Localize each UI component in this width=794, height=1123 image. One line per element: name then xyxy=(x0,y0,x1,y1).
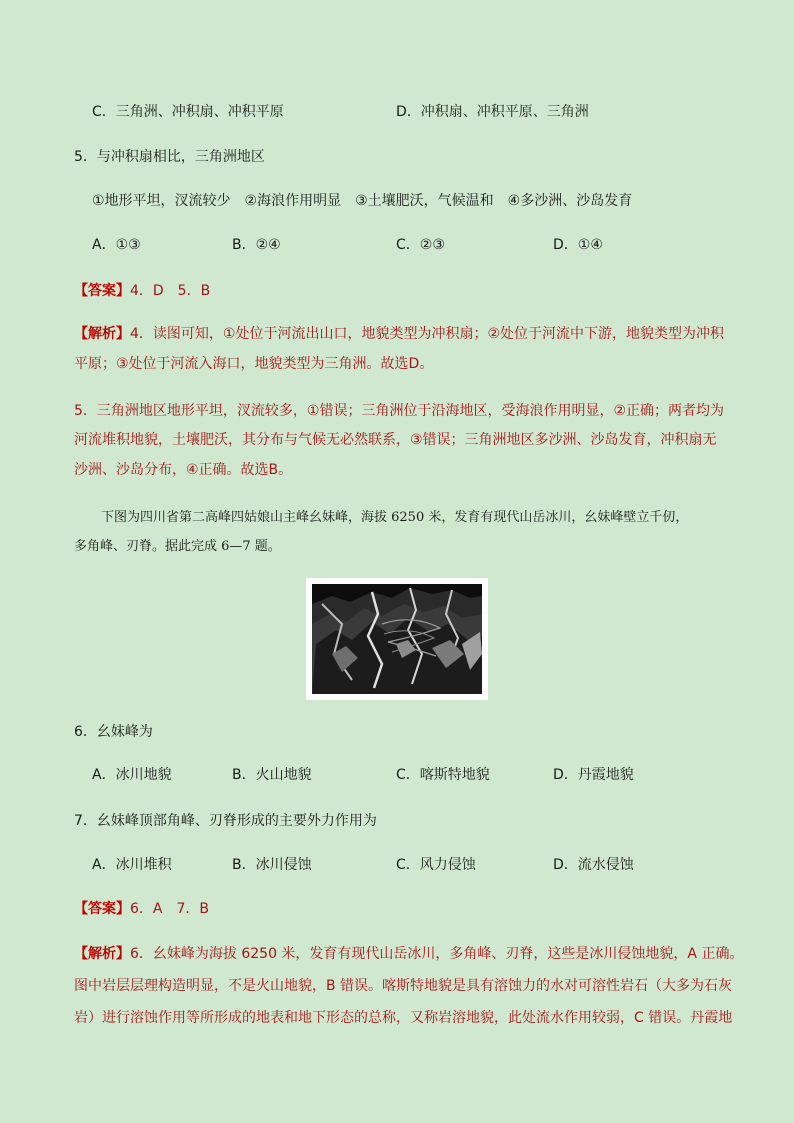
q7-option-c: C．风力侵蚀 xyxy=(396,857,476,873)
q5-option-c: C．②③ xyxy=(396,237,445,253)
q6-option-b: B．火山地貌 xyxy=(232,767,312,783)
answer-text: 6．A 7．B xyxy=(130,901,209,917)
mountain-photo xyxy=(306,578,488,700)
analysis-label: 【解析】 xyxy=(74,946,130,962)
analysis-2-line3: 岩）进行溶蚀作用等所形成的地表和地下形态的总称，又称岩溶地貌，此处流水作用较弱，C 错误。丹霞地 xyxy=(74,1010,733,1026)
analysis-2-line1: 【解析】6．幺妹峰为海拔 6250 米，发育有现代山岳冰川，多角峰、刃脊，这些是冰川侵蚀地貌，A 正确。 xyxy=(74,946,744,962)
analysis-1-p2-line2: 河流堆积地貌，土壤肥沃，其分布与气候无必然联系，③错误；三角洲地区多沙洲、沙岛发育，冲积扇无 xyxy=(74,432,717,448)
q5-statements: ①地形平坦，汊流较少 ②海浪作用明显 ③土壤肥沃，气候温和 ④多沙洲、沙岛发育 xyxy=(92,193,633,209)
q5-option-d: D．①④ xyxy=(553,237,603,253)
q4-option-c: C．三角洲、冲积扇、冲积平原 xyxy=(92,104,284,120)
q6-option-c: C．喀斯特地貌 xyxy=(396,767,490,783)
mountain-photo-image xyxy=(312,584,482,694)
analysis-2-line2: 图中岩层层理构造明显，不是火山地貌，B 错误。喀斯特地貌是具有溶蚀力的水对可溶性岩石（大多为石灰 xyxy=(74,978,733,994)
analysis-label: 【解析】 xyxy=(74,326,130,342)
analysis-1-p2-line3: 沙洲、沙岛分布，④正确。故选B。 xyxy=(74,462,293,478)
analysis-1-p2-line1: 5．三角洲地区地形平坦，汊流较多，①错误；三角洲位于沿海地区，受海浪作用明显，②正确；两者均为 xyxy=(74,403,725,419)
answer-label: 【答案】 xyxy=(74,901,130,917)
q4-option-d: D．冲积扇、冲积平原、三角洲 xyxy=(396,104,589,120)
analysis-1-line2: 平原；③处位于河流入海口，地貌类型为三角洲。故选D。 xyxy=(74,356,434,372)
q7-option-a: A．冰川堆积 xyxy=(92,857,172,873)
q6-option-a: A．冰川地貌 xyxy=(92,767,172,783)
answer-block-1 xyxy=(74,281,210,301)
intro-line1: 下图为四川省第二高峰四姑娘山主峰幺妹峰，海拔 6250 米，发育有现代山岳冰川，幺妹峰壁立千仞， xyxy=(101,510,689,525)
answer-block-2 xyxy=(74,899,209,919)
q6-stem: 6．幺妹峰为 xyxy=(74,724,153,740)
q7-stem: 7．幺妹峰顶部角峰、刃脊形成的主要外力作用为 xyxy=(74,813,377,829)
answer-text: 4．D 5．B xyxy=(130,283,211,299)
answer-label: 【答案】 xyxy=(74,283,130,299)
q5-option-a: A．①③ xyxy=(92,237,141,253)
q6-option-d: D．丹霞地貌 xyxy=(553,767,634,783)
analysis-1-line1: 【解析】4．读图可知，①处位于河流出山口，地貌类型为冲积扇；②处位于河流中下游，地貌类型为冲积 xyxy=(74,326,725,342)
intro-line2: 多角峰、刃脊。据此完成 6—7 题。 xyxy=(74,539,281,554)
q7-option-d: D．流水侵蚀 xyxy=(553,857,634,873)
q5-stem: 5．与冲积扇相比，三角洲地区 xyxy=(74,149,265,165)
q5-option-b: B．②④ xyxy=(232,237,281,253)
q7-option-b: B．冰川侵蚀 xyxy=(232,857,312,873)
